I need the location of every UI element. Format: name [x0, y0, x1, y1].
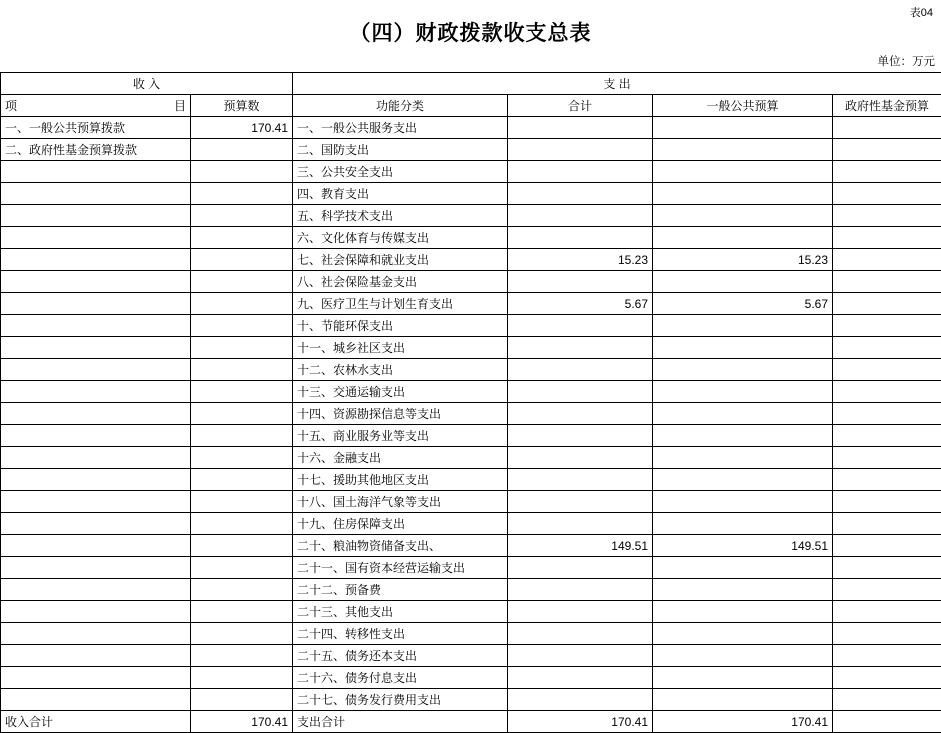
expense-name: 十九、住房保障支出: [293, 513, 508, 535]
expense-total: [508, 491, 653, 513]
expense-fund: [833, 535, 941, 557]
expense-name: 二十一、国有资本经营运输支出: [293, 557, 508, 579]
income-amount: [191, 469, 293, 491]
expense-name: 十六、金融支出: [293, 447, 508, 469]
expense-total: [508, 117, 653, 139]
unit-label: 单位：万元: [0, 53, 941, 72]
expense-fund: [833, 645, 941, 667]
header-income-group: 收 入: [1, 73, 293, 95]
expense-total: [508, 381, 653, 403]
income-item: [1, 425, 191, 447]
income-amount: [191, 271, 293, 293]
expense-name: 二十五、债务还本支出: [293, 645, 508, 667]
expense-total-general: 170.41: [653, 711, 833, 733]
expense-total: [508, 645, 653, 667]
expense-total: [508, 205, 653, 227]
expense-fund: [833, 425, 941, 447]
expense-total: [508, 227, 653, 249]
expense-total: [508, 447, 653, 469]
expense-fund: [833, 623, 941, 645]
income-amount: [191, 381, 293, 403]
expense-name: 五、科学技术支出: [293, 205, 508, 227]
header-function-class: 功能分类: [293, 95, 508, 117]
income-item: [1, 205, 191, 227]
income-item: [1, 491, 191, 513]
expense-general: [653, 381, 833, 403]
table-row: [1, 337, 941, 359]
expense-name: 十七、援助其他地区支出: [293, 469, 508, 491]
income-item: [1, 645, 191, 667]
income-amount: [191, 161, 293, 183]
expense-name: 十四、资源勘探信息等支出: [293, 403, 508, 425]
page-title: （四）财政拨款收支总表: [0, 0, 941, 53]
expense-fund: [833, 579, 941, 601]
sheet-number: 表04: [910, 4, 933, 20]
income-total-amount: 170.41: [191, 711, 293, 733]
expense-fund: [833, 667, 941, 689]
expense-general: [653, 425, 833, 447]
expense-total: [508, 337, 653, 359]
expense-total: [508, 183, 653, 205]
income-amount: [191, 139, 293, 161]
expense-fund: [833, 249, 941, 271]
table-row: [1, 381, 941, 403]
expense-fund: [833, 315, 941, 337]
expense-name: 六、文化体育与传媒支出: [293, 227, 508, 249]
expense-general: [653, 557, 833, 579]
income-amount: [191, 645, 293, 667]
income-item: [1, 557, 191, 579]
expense-general: 15.23: [653, 249, 833, 271]
expense-fund: [833, 381, 941, 403]
expense-total-label: 支出合计: [293, 711, 508, 733]
expense-total: [508, 579, 653, 601]
expense-name: 四、教育支出: [293, 183, 508, 205]
table-row: [1, 359, 941, 381]
income-amount: [191, 293, 293, 315]
header-general-public-budget: 一般公共预算: [653, 95, 833, 117]
expense-name: 十五、商业服务业等支出: [293, 425, 508, 447]
income-item: [1, 315, 191, 337]
income-amount: [191, 227, 293, 249]
table-row: [1, 403, 941, 425]
table-header-group-row: [1, 73, 941, 95]
budget-table: [0, 72, 941, 733]
table-row: [1, 315, 941, 337]
income-amount: [191, 183, 293, 205]
income-amount: 170.41: [191, 117, 293, 139]
expense-general: [653, 161, 833, 183]
expense-general: [653, 689, 833, 711]
expense-total: [508, 667, 653, 689]
income-amount: [191, 249, 293, 271]
income-amount: [191, 359, 293, 381]
expense-total: [508, 359, 653, 381]
income-amount: [191, 535, 293, 557]
income-item: [1, 293, 191, 315]
expense-total: [508, 689, 653, 711]
expense-name: 二十、粮油物资储备支出、: [293, 535, 508, 557]
table-row: [1, 645, 941, 667]
income-item: [1, 513, 191, 535]
table-row: [1, 425, 941, 447]
expense-general: [653, 359, 833, 381]
table-row: [1, 667, 941, 689]
expense-general: [653, 337, 833, 359]
table-row: [1, 293, 941, 315]
expense-fund: [833, 161, 941, 183]
expense-fund: [833, 293, 941, 315]
expense-general: [653, 139, 833, 161]
expense-total-fund: [833, 711, 941, 733]
table-row: [1, 535, 941, 557]
header-total: 合计: [508, 95, 653, 117]
expense-name: 二十三、其他支出: [293, 601, 508, 623]
income-amount: [191, 205, 293, 227]
expense-fund: [833, 491, 941, 513]
expense-fund: [833, 227, 941, 249]
income-item: [1, 227, 191, 249]
expense-general: 149.51: [653, 535, 833, 557]
income-amount: [191, 315, 293, 337]
income-item: [1, 183, 191, 205]
income-item: [1, 359, 191, 381]
income-amount: [191, 623, 293, 645]
expense-general: [653, 315, 833, 337]
header-income-budget: 预算数: [191, 95, 293, 117]
expense-fund: [833, 117, 941, 139]
expense-name: 十、节能环保支出: [293, 315, 508, 337]
expense-total: [508, 469, 653, 491]
income-amount: [191, 337, 293, 359]
income-amount: [191, 579, 293, 601]
expense-general: [653, 645, 833, 667]
expense-general: [653, 469, 833, 491]
table-row: [1, 491, 941, 513]
expense-name: 十三、交通运输支出: [293, 381, 508, 403]
income-amount: [191, 689, 293, 711]
table-header-row: [1, 95, 941, 117]
income-item: [1, 689, 191, 711]
table-row: [1, 447, 941, 469]
income-item: [1, 447, 191, 469]
table-row: [1, 227, 941, 249]
expense-name: 十一、城乡社区支出: [293, 337, 508, 359]
expense-name: 七、社会保障和就业支出: [293, 249, 508, 271]
expense-fund: [833, 689, 941, 711]
income-item: [1, 271, 191, 293]
income-item: [1, 249, 191, 271]
expense-general: [653, 667, 833, 689]
table-row: [1, 557, 941, 579]
expense-fund: [833, 359, 941, 381]
expense-name: 一、一般公共服务支出: [293, 117, 508, 139]
table-row: [1, 623, 941, 645]
expense-fund: [833, 469, 941, 491]
expense-fund: [833, 183, 941, 205]
income-item: [1, 381, 191, 403]
expense-fund: [833, 447, 941, 469]
expense-total: 149.51: [508, 535, 653, 557]
header-income-item-left: 项: [5, 97, 17, 114]
expense-general: [653, 183, 833, 205]
expense-total: [508, 139, 653, 161]
expense-total: [508, 425, 653, 447]
expense-name: 二十二、预备费: [293, 579, 508, 601]
header-income-item-right: 目: [174, 97, 186, 114]
expense-fund: [833, 337, 941, 359]
income-amount: [191, 425, 293, 447]
totals-row: [1, 711, 941, 733]
expense-fund: [833, 557, 941, 579]
income-item: [1, 535, 191, 557]
expense-name: 二十七、债务发行费用支出: [293, 689, 508, 711]
table-row: [1, 513, 941, 535]
income-item: [1, 623, 191, 645]
income-item: [1, 579, 191, 601]
income-amount: [191, 557, 293, 579]
expense-general: [653, 579, 833, 601]
table-row: [1, 689, 941, 711]
expense-total: 15.23: [508, 249, 653, 271]
income-item: [1, 667, 191, 689]
expense-fund: [833, 271, 941, 293]
expense-fund: [833, 403, 941, 425]
table-row: [1, 161, 941, 183]
table-row: [1, 139, 941, 161]
expense-general: [653, 403, 833, 425]
expense-total: [508, 557, 653, 579]
income-amount: [191, 403, 293, 425]
expense-fund: [833, 513, 941, 535]
income-total-label: 收入合计: [1, 711, 191, 733]
expense-total: [508, 513, 653, 535]
income-item: 二、政府性基金预算拨款: [1, 139, 191, 161]
expense-general: [653, 271, 833, 293]
income-item: [1, 161, 191, 183]
expense-name: 八、社会保险基金支出: [293, 271, 508, 293]
income-amount: [191, 447, 293, 469]
expense-name: 九、医疗卫生与计划生育支出: [293, 293, 508, 315]
expense-name: 三、公共安全支出: [293, 161, 508, 183]
expense-fund: [833, 139, 941, 161]
expense-total: 5.67: [508, 293, 653, 315]
table-row: [1, 117, 941, 139]
expense-general: [653, 227, 833, 249]
expense-total: [508, 601, 653, 623]
income-item: 一、一般公共预算拨款: [1, 117, 191, 139]
expense-total: [508, 271, 653, 293]
expense-general: [653, 447, 833, 469]
expense-general: [653, 491, 833, 513]
table-row: [1, 205, 941, 227]
expense-general: [653, 513, 833, 535]
expense-name: 十八、国土海洋气象等支出: [293, 491, 508, 513]
expense-total: [508, 315, 653, 337]
header-expense-group: 支 出: [293, 73, 941, 95]
expense-general: 5.67: [653, 293, 833, 315]
expense-total: [508, 623, 653, 645]
expense-total: [508, 161, 653, 183]
table-row: [1, 579, 941, 601]
expense-fund: [833, 601, 941, 623]
table-row: [1, 249, 941, 271]
expense-general: [653, 117, 833, 139]
income-item: [1, 337, 191, 359]
table-row: [1, 271, 941, 293]
expense-fund: [833, 205, 941, 227]
income-item: [1, 403, 191, 425]
table-row: [1, 469, 941, 491]
income-amount: [191, 491, 293, 513]
income-amount: [191, 601, 293, 623]
expense-general: [653, 205, 833, 227]
expense-name: 十二、农林水支出: [293, 359, 508, 381]
income-amount: [191, 667, 293, 689]
expense-name: 二十四、转移性支出: [293, 623, 508, 645]
expense-general: [653, 601, 833, 623]
header-income-item: [1, 95, 191, 117]
expense-name: 二十六、债务付息支出: [293, 667, 508, 689]
table-row: [1, 183, 941, 205]
expense-total-amount: 170.41: [508, 711, 653, 733]
expense-total: [508, 403, 653, 425]
expense-general: [653, 623, 833, 645]
income-item: [1, 469, 191, 491]
header-gov-fund-budget: 政府性基金预算: [833, 95, 941, 117]
income-item: [1, 601, 191, 623]
table-row: [1, 601, 941, 623]
income-amount: [191, 513, 293, 535]
expense-name: 二、国防支出: [293, 139, 508, 161]
